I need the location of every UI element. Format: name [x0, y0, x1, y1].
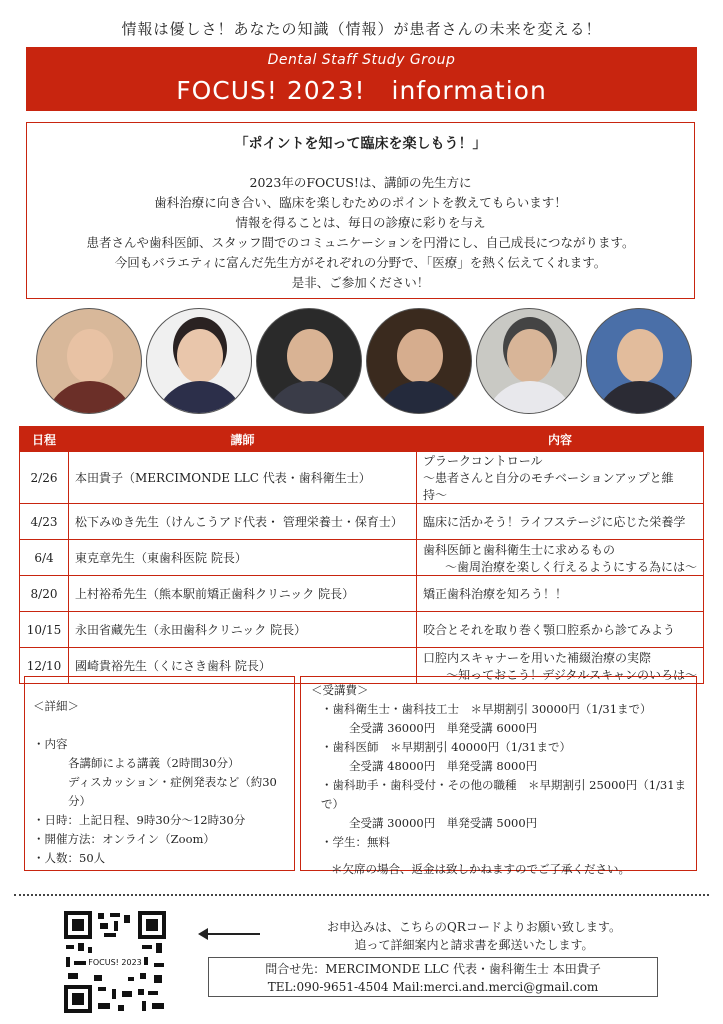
table-header-row	[20, 427, 704, 452]
details-box	[24, 676, 295, 871]
table-row	[20, 576, 704, 612]
schedule-table	[19, 426, 704, 684]
row-topic: プラークコントロール	[423, 454, 543, 468]
intro-line: 患者さんや歯科医師、スタッフ間でのコミュニケーションを円滑にし、自己成長につながります。	[86, 235, 635, 250]
row-subtopic: 〜歯周治療を楽しく行えるようにする為には〜	[444, 559, 697, 574]
lecturer-photo-2	[146, 308, 252, 414]
row-lecturer: 國崎貴裕先生（くにさき歯科 院長）	[69, 648, 417, 684]
row-lecturer: 本田貴子（MERCIMONDE LLC 代表・歯科衛生士）	[69, 452, 417, 504]
intro-line: 今回もバラエティに富んだ先生方がそれぞれの分野で、「医療」を熱く伝えてくれます。	[114, 255, 607, 270]
fee-assistant-detail: 全受講 30000円 単発受講 5000円	[349, 816, 538, 830]
details-datetime: ・日時：上記日程、9時30分〜12時30分	[33, 813, 246, 827]
row-lecturer: 永田省藏先生（永田歯科クリニック 院長）	[69, 612, 417, 648]
contact-box	[208, 957, 658, 997]
row-topic: 臨床に活かそう！ライフステージに応じた栄養学	[423, 515, 686, 529]
fee-dentist-label: ・歯科医師 ＊早期割引 40000円（1/31まで）	[321, 740, 572, 754]
header-date: 日程	[20, 427, 69, 452]
row-topic: 歯科医師と歯科衛生士に求めるもの	[423, 542, 616, 557]
lecturer-photo-6	[586, 308, 692, 414]
row-date: 6/4	[20, 540, 69, 576]
fee-dh-label: ・歯科衛生士・歯科技工士 ＊早期割引 30000円（1/31まで）	[321, 702, 652, 716]
details-capacity: ・人数：50人	[33, 851, 106, 865]
row-date: 8/20	[20, 576, 69, 612]
fee-dentist-detail: 全受講 48000円 単発受講 8000円	[349, 759, 538, 773]
row-content	[417, 504, 704, 540]
details-method: ・開催方法：オンライン（Zoom）	[33, 832, 215, 846]
qr-label: FOCUS! 2023	[88, 958, 142, 967]
title-banner	[26, 47, 697, 111]
intro-box	[26, 122, 695, 299]
row-topic: 矯正歯科治療を知ろう！！	[423, 587, 568, 601]
details-content-item: ディスカッション・症例発表など（約30分）	[68, 775, 277, 808]
details-heading: ＜詳細＞	[33, 699, 79, 713]
intro-body	[27, 173, 694, 293]
details-content-label: ・内容	[33, 737, 68, 751]
fee-dh-detail: 全受講 36000円 単発受講 6000円	[349, 721, 538, 735]
lecturer-photo-4	[366, 308, 472, 414]
row-date: 10/15	[20, 612, 69, 648]
details-content-item: 各講師による講義（2時間30分）	[68, 756, 240, 770]
row-content	[417, 540, 704, 576]
row-lecturer: 上村裕希先生（熊本駅前矯正歯科クリニック 院長）	[69, 576, 417, 612]
row-topic: 口腔内スキャナーを用いた補綴治療の実際	[423, 650, 652, 665]
header-content: 内容	[417, 427, 704, 452]
row-content	[417, 452, 704, 504]
lecturer-photo-5	[476, 308, 582, 414]
dotted-divider	[14, 894, 709, 896]
row-date: 2/26	[20, 452, 69, 504]
intro-line: 2023年のFOCUS!は、講師の先生方に	[249, 175, 472, 190]
intro-line: 歯科治療に向き合い、臨床を楽しむためのポイントを教えてもらいます！	[154, 195, 567, 210]
table-row	[20, 504, 704, 540]
row-subtopic: 〜知っておこう！デジタルスキャンのいろは〜	[446, 667, 697, 682]
intro-line: 是非、ご参加ください！	[291, 275, 430, 290]
lecturer-photo-3	[256, 308, 362, 414]
fee-assistant-label: ・歯科助手・歯科受付・その他の職種 ＊早期割引 25000円（1/31まで）	[321, 778, 687, 811]
table-row	[20, 612, 704, 648]
row-content	[417, 576, 704, 612]
row-lecturer: 東克章先生（東歯科医院 院長）	[69, 540, 417, 576]
banner-title: FOCUS! 2023! information	[176, 76, 547, 105]
apply-line: 追って詳細案内と請求書を郵送いたします。	[354, 938, 594, 952]
qr-code[interactable]	[64, 911, 166, 1013]
row-date: 12/10	[20, 648, 69, 684]
fees-heading: ＜受講費＞	[311, 683, 369, 697]
apply-instructions	[264, 918, 684, 954]
intro-line: 情報を得ることは、毎日の診療に彩りを与え	[235, 215, 486, 230]
lecturer-photo-1	[36, 308, 142, 414]
row-subtopic: 〜患者さんと自分のモチベーションアップと維持〜	[423, 471, 674, 502]
table-row	[20, 540, 704, 576]
lecturer-photos	[36, 308, 696, 416]
tagline: 情報は優しさ！あなたの知識（情報）が患者さんの未来を変える！	[121, 20, 602, 38]
arrow-left-icon	[198, 924, 262, 944]
row-date: 4/23	[20, 504, 69, 540]
row-topic: 咬合とそれを取り巻く顎口腔系から診てみよう	[423, 623, 676, 637]
apply-line: お申込みは、こちらのQRコードよりお願い致します。	[327, 920, 621, 934]
contact-line: 問合せ先：MERCIMONDE LLC 代表・歯科衛生士 本田貴子	[265, 962, 601, 976]
header-lecturer: 講師	[69, 427, 417, 452]
fees-note: ＊欠席の場合、返金は致しかねますのでご了承ください。	[331, 862, 630, 876]
row-lecturer: 松下みゆき先生（けんこうアド代表・ 管理栄養士・保育士）	[69, 504, 417, 540]
fee-student: ・学生：無料	[321, 835, 390, 849]
table-row	[20, 452, 704, 504]
banner-subtitle: Dental Staff Study Group	[267, 52, 456, 68]
contact-email[interactable]: TEL:090-9651-4504 Mail:merci.and.merci@gmail.com	[267, 980, 599, 994]
fees-box	[300, 676, 697, 876]
intro-heading: 「ポイントを知って臨床を楽しもう！」	[234, 136, 487, 152]
row-content	[417, 612, 704, 648]
